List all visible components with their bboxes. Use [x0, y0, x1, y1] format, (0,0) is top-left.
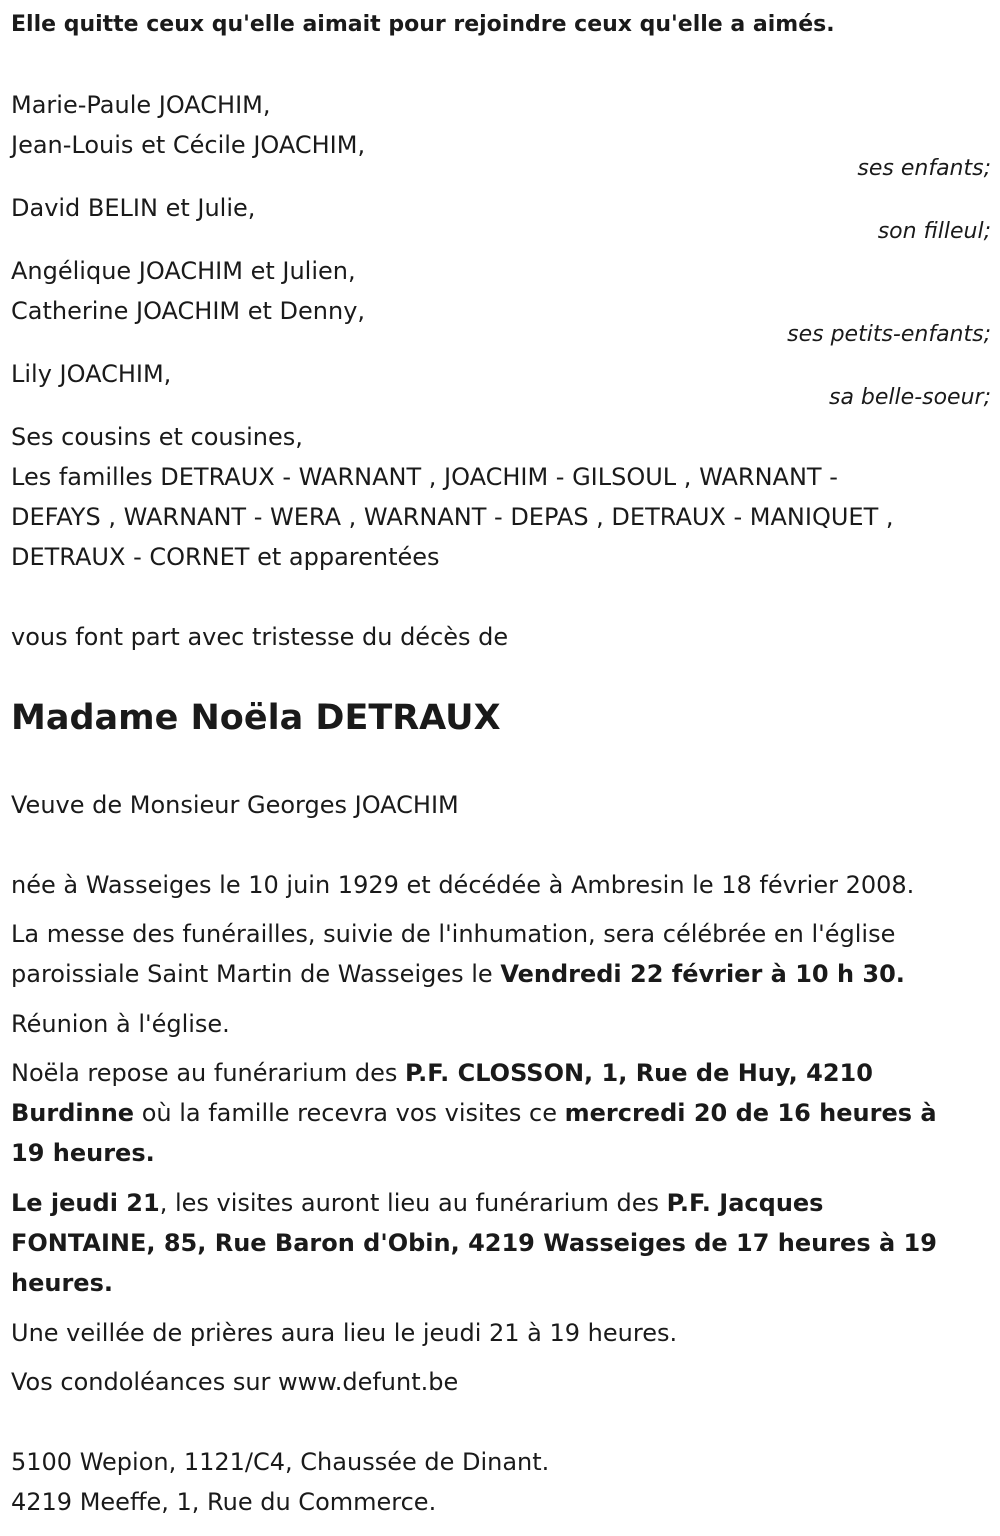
thursday-address: FONTAINE, 85, Rue Baron d'Obin, 4219 Wasseiges de 17 heures à 19	[11, 1229, 937, 1257]
grandchild-name-1: Angélique JOACHIM et Julien,	[11, 257, 356, 285]
thursday-date: Le jeudi 21	[11, 1189, 160, 1217]
thursday-line-3	[11, 1268, 113, 1298]
widow-of: Veuve de Monsieur Georges JOACHIM	[11, 791, 459, 819]
child-name-2: Jean-Louis et Cécile JOACHIM,	[11, 131, 366, 159]
deceased-name: Madame Noëla DETRAUX	[11, 698, 501, 738]
rest-visit-end: 19 heures.	[11, 1139, 155, 1167]
condolences: Vos condoléances sur www.defunt.be	[11, 1368, 459, 1396]
rest-funeral-home: P.F. CLOSSON, 1, Rue de Huy, 4210	[404, 1059, 873, 1087]
mass-date: Vendredi 22 février à 10 h 30.	[500, 960, 905, 988]
sisterinlaw-name: Lily JOACHIM,	[11, 360, 172, 388]
meeting: Réunion à l'église.	[11, 1010, 230, 1038]
godson-name: David BELIN et Julie,	[11, 194, 256, 222]
godson-role: son filleul;	[877, 219, 991, 244]
families-line-1: Les familles DETRAUX - WARNANT , JOACHIM - GILSOUL , WARNANT -	[11, 463, 838, 491]
rest-visit-time: mercredi 20 de 16 heures à	[564, 1099, 937, 1127]
mass-line-2	[11, 959, 905, 989]
rest-town: Burdinne	[11, 1099, 135, 1127]
families-line-2: DEFAYS , WARNANT - WERA , WARNANT - DEPAS , DETRAUX - MANIQUET ,	[11, 503, 894, 531]
thursday-line-1	[11, 1188, 823, 1218]
announcement: vous font part avec tristesse du décès de	[11, 623, 509, 651]
thursday-line-2	[11, 1228, 937, 1258]
birth-death: née à Wasseiges le 10 juin 1929 et décédée à Ambresin le 18 février 2008.	[11, 871, 915, 899]
thursday-line-1-text: , les visites auront lieu au funérarium des	[159, 1189, 667, 1217]
vigil: Une veillée de prières aura lieu le jeudi 21 à 19 heures.	[11, 1319, 678, 1347]
rest-line-2-text: où la famille recevra vos visites ce	[134, 1099, 565, 1127]
rest-line-3	[11, 1138, 155, 1168]
grandchildren-role: ses petits-enfants;	[787, 322, 991, 347]
cousins-line: Ses cousins et cousines,	[11, 423, 303, 451]
thursday-end: heures.	[11, 1269, 113, 1297]
address-1: 5100 Wepion, 1121/C4, Chaussée de Dinant.	[11, 1448, 550, 1476]
rest-line-1-text: Noëla repose au funérarium des	[11, 1059, 405, 1087]
grandchild-name-2: Catherine JOACHIM et Denny,	[11, 297, 366, 325]
thursday-funeral-home: P.F. Jacques	[666, 1189, 824, 1217]
sisterinlaw-role: sa belle-soeur;	[829, 385, 991, 410]
rest-line-1	[11, 1058, 873, 1088]
children-role: ses enfants;	[857, 156, 991, 181]
rest-line-2	[11, 1098, 937, 1128]
families-line-3: DETRAUX - CORNET et apparentées	[11, 543, 440, 571]
mass-line-1: La messe des funérailles, suivie de l'inhumation, sera célébrée en l'église	[11, 920, 896, 948]
epigraph: Elle quitte ceux qu'elle aimait pour rejoindre ceux qu'elle a aimés.	[11, 12, 835, 37]
address-2: 4219 Meeffe, 1, Rue du Commerce.	[11, 1488, 437, 1516]
mass-line-2-text: paroissiale Saint Martin de Wasseiges le	[11, 960, 501, 988]
child-name-1: Marie-Paule JOACHIM,	[11, 91, 271, 119]
